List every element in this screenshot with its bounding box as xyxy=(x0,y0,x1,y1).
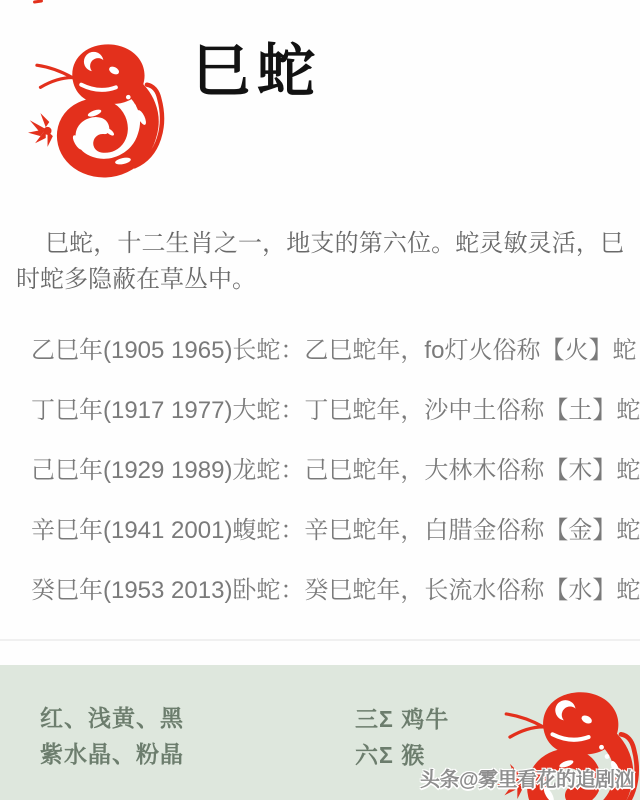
lucky-crystals-text: 紫水晶、粉晶 xyxy=(40,741,184,767)
zodiac-year-row: 癸巳年(1953 2013)卧蛇：癸巳蛇年，长流水俗称【水】蛇 xyxy=(31,577,640,604)
zodiac-year-row: 辛巳年(1941 2001)蝮蛇：辛巳蛇年，白腊金俗称【金】蛇 xyxy=(31,517,640,544)
page-title: 巳蛇 xyxy=(192,39,323,104)
intro-paragraph: 巳蛇，十二生肖之一，地支的第六位。蛇灵敏灵活，巳时蛇多隐蔽在草丛中。 xyxy=(16,230,624,293)
zodiac-year-row: 乙巳年(1905 1965)长蛇：乙巳蛇年，fo灯火俗称【火】蛇 xyxy=(31,337,637,364)
paper-cut-snake-icon xyxy=(28,20,170,192)
lucky-colors-text: 红、浅黄、黑 xyxy=(40,705,184,731)
zodiac-year-row: 己巳年(1929 1989)龙蛇：己巳蛇年，大林木俗称【木】蛇 xyxy=(31,457,640,484)
liuhe-compat-text: 六Σ 猴 xyxy=(355,742,426,768)
zodiac-year-row: 丁巳年(1917 1977)大蛇：丁巳蛇年，沙中土俗称【土】蛇 xyxy=(31,397,640,424)
corner-red-dash xyxy=(33,0,43,4)
section-divider xyxy=(0,639,640,641)
sanhe-compat-text: 三Σ 鸡牛 xyxy=(355,706,450,732)
toutiao-watermark: 头条@雾里看花的追剧汹 xyxy=(419,769,634,791)
